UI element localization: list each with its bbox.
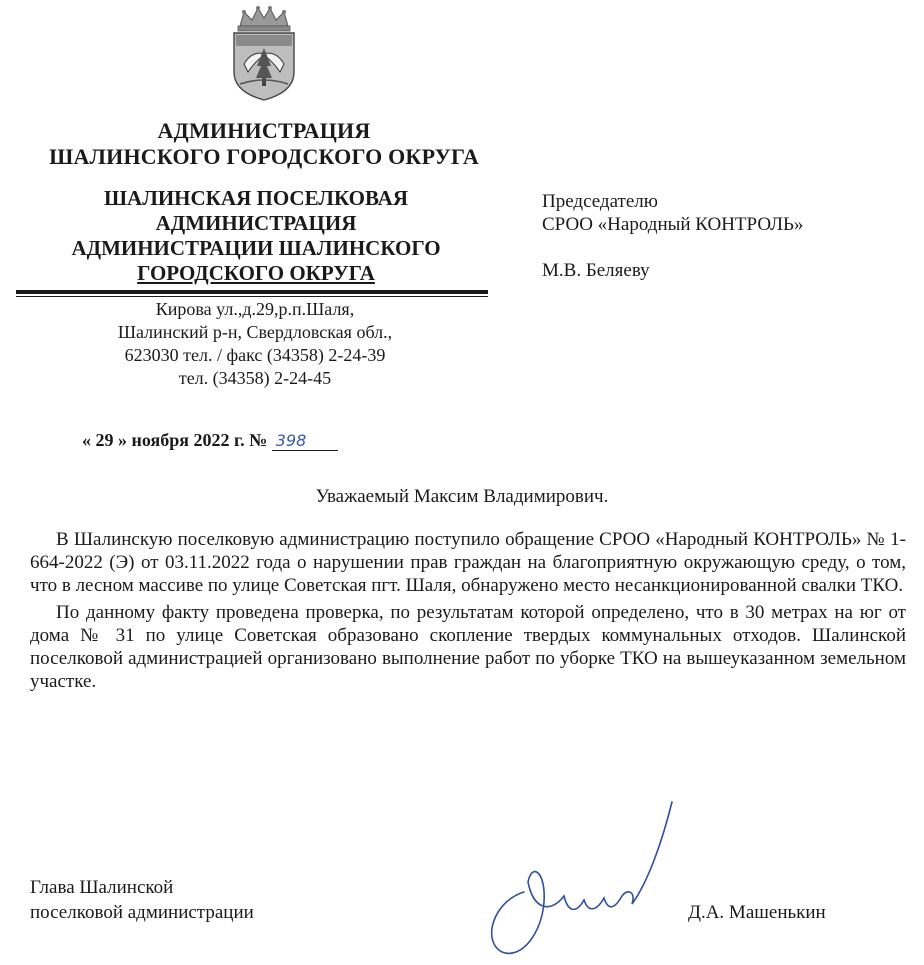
address-line: 623030 тел. / факс (34358) 2-24-39 — [124, 345, 386, 365]
signatory-title — [30, 875, 254, 925]
coat-of-arms-icon — [226, 6, 302, 102]
handwritten-signature — [472, 792, 682, 958]
number-label: № — [249, 430, 268, 450]
letter-body — [30, 528, 906, 697]
body-paragraph: По данному факту проведена проверка, по результатам которой определено, что в 30 метрах на юг от дома № 31 по улице Советская образовано скопление твердых коммунальных отходов. Шалинской поселковой администрацией организовано выполнение работ по уборке ТКО на вышеуказанном земельном участке. — [30, 602, 906, 692]
org-subtitle-line: ГОРОДСКОГО ОКРУГА — [137, 261, 375, 285]
letter-date: « 29 » ноября 2022 г. — [82, 430, 245, 450]
address-line: тел. (34358) 2-24-45 — [178, 368, 332, 388]
recipient-line: Председателю — [542, 191, 658, 212]
header-divider-thin — [16, 296, 488, 297]
signatory-title-line: поселковой администрации — [30, 902, 254, 923]
recipient-line: СРОО «Народный КОНТРОЛЬ» — [542, 214, 804, 235]
date-line — [82, 430, 338, 451]
address-block — [20, 298, 490, 390]
letter-number: 398 — [272, 431, 338, 451]
signatory-title-line: Глава Шалинской — [30, 877, 174, 898]
org-title-line: ШАЛИНСКОГО ГОРОДСКОГО ОКРУГА — [49, 144, 479, 169]
org-subtitle-line: АДМИНИСТРАЦИИ ШАЛИНСКОГО — [71, 236, 441, 260]
salutation: Уважаемый Максим Владимирович. — [315, 486, 609, 507]
header-divider-thick — [16, 290, 488, 294]
organization-title — [30, 118, 498, 170]
body-paragraph: В Шалинскую поселковую администрацию поступило обращение СРОО «Народный КОНТРОЛЬ» № 1-664-2022 (Э) от 03.11.2022 года о нарушении прав граждан на благоприятную окружающую среду, о том, что в лесном массиве по улице Советская пгт. Шаля, обнаружено место несанкционированной свалки ТКО. — [30, 529, 906, 596]
recipient-block — [542, 190, 902, 282]
organization-subtitle — [28, 186, 484, 286]
org-subtitle-line: АДМИНИСТРАЦИЯ — [155, 211, 357, 235]
org-subtitle-line: ШАЛИНСКАЯ ПОСЕЛКОВАЯ — [103, 186, 409, 210]
address-line: Шалинский р-н, Свердловская обл., — [117, 322, 393, 342]
address-line: Кирова ул.,д.29,р.п.Шаля, — [155, 299, 355, 319]
org-title-line: АДМИНИСТРАЦИЯ — [157, 118, 371, 143]
signatory-name: Д.А. Машенькин — [688, 902, 826, 923]
recipient-name: М.В. Беляеву — [542, 260, 650, 281]
